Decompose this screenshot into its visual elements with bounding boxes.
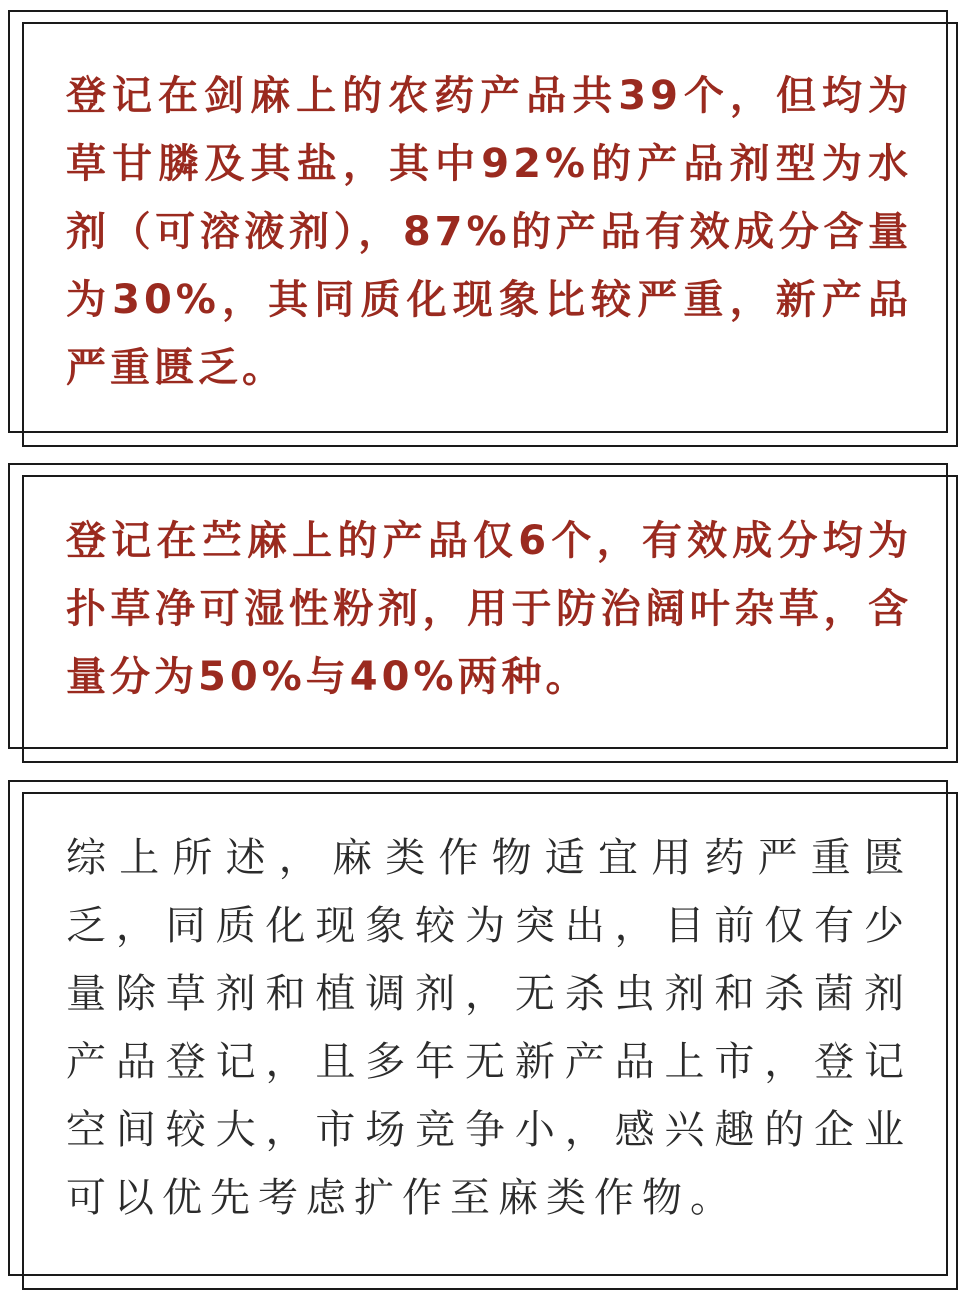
- ramie-paragraph: 登记在苎麻上的产品仅6个，有效成分均为扑草净可湿性粉剂，用于防治阔叶杂草，含量分为50%与40%两种。: [66, 518, 912, 700]
- summary-paragraph: 综上所述，麻类作物适宜用药严重匮乏，同质化现象较为突出，目前仅有少量除草剂和植调剂，无杀虫剂和杀菌剂产品登记，且多年无新产品上市，登记空间较大，市场竞争小，感兴趣的企业可以优先考虑扩作至麻类作物。: [66, 835, 912, 1221]
- sisal-paragraph: 登记在剑麻上的农药产品共39个，但均为草甘膦及其盐，其中92%的产品剂型为水剂（可溶液剂），87%的产品有效成分含量为30%，其同质化现象比较严重，新产品严重匮乏。: [66, 73, 912, 391]
- sisal-card: [0, 10, 966, 447]
- ramie-card: [0, 463, 966, 763]
- summary-card: [0, 780, 966, 1290]
